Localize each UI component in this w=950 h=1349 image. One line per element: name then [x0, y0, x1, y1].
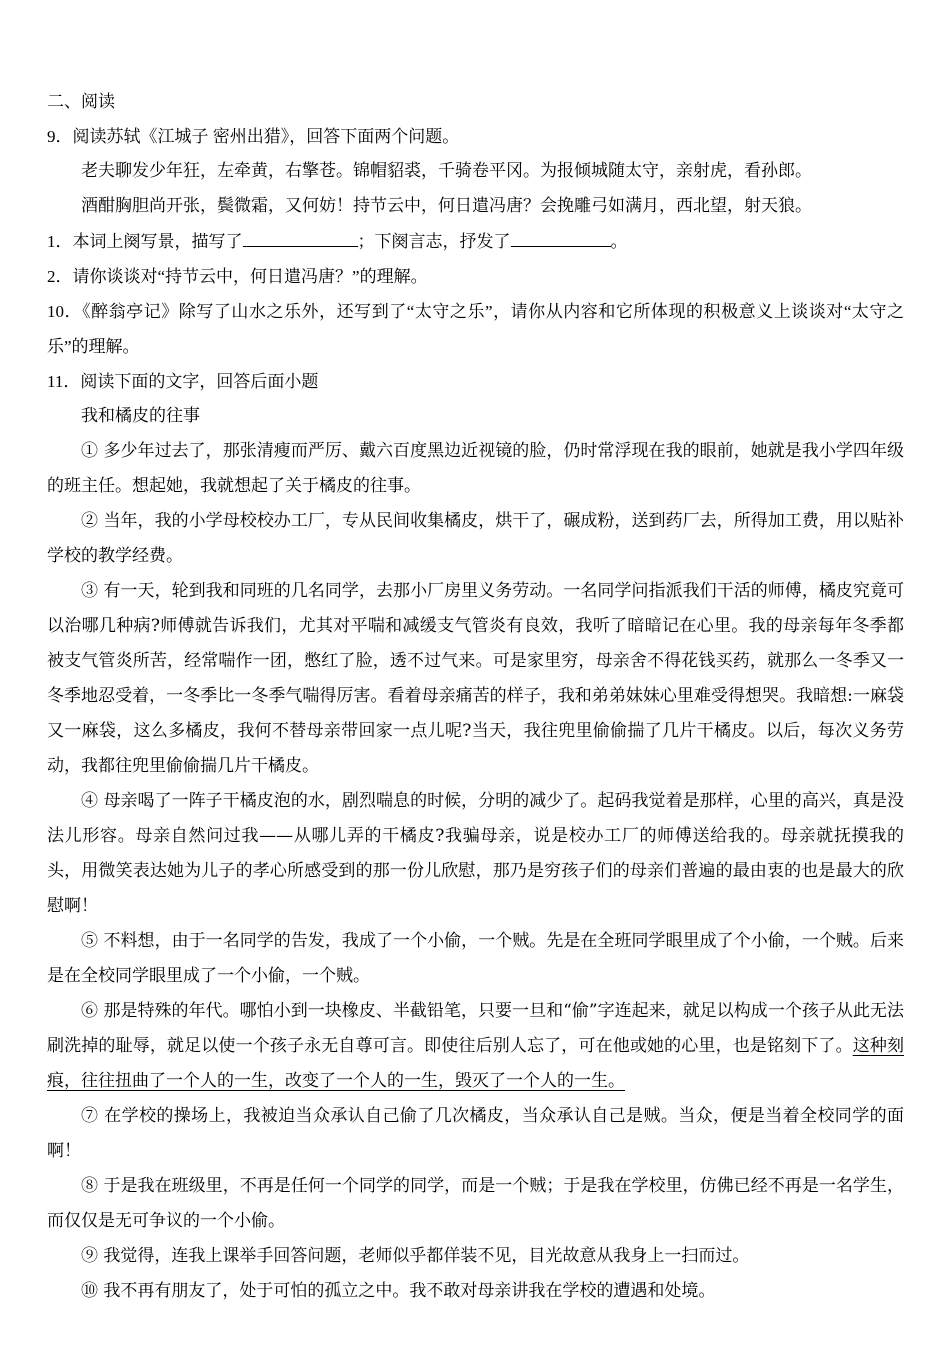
poem-line-1: 老夫聊发少年狂，左牵黄，右擎苍。锦帽貂裘，千骑卷平冈。为报倾城随太守，亲射虎，看孙郎。 — [81, 161, 812, 181]
passage-paragraph-3: ③ 有一天，轮到我和同班的几名同学，去那小厂房里义务劳动。一名同学问指派我们干活的师傅，橘皮究竟可以治哪几种病?师傅就告诉我们，尤其对平喘和减缓支气管炎有良效，我听了暗暗记在心里。我的母亲每年冬季都被支气管炎所苦，经常喘作一团，憋红了脸，透不过气来。可是家里穷，母亲舍不得花钱买药，就那么一冬季又一冬季地忍受着，一冬季比一冬季气喘得厉害。看着母亲痛苦的样子，我和弟弟妹妹心里难受得想哭。我暗想:一麻袋又一麻袋，这么多橘皮，我何不替母亲带回家一点儿呢?当天，我往兜里偷偷揣了几片干橘皮。以后，每次义务劳动，我都往兜里偷偷揣几片干橘皮。 — [47, 581, 904, 776]
question-9-sub-2: 2．请你谈谈对“持节云中，何日遣冯唐？”的理解。 — [47, 267, 428, 286]
underlined-sentence: 这种刻痕，往往扭曲了一个人的一生，改变了一个人的一生，毁灭了一个人的一生。 — [47, 1036, 905, 1091]
question-9-prompt: 9．阅读苏轼《江城子 密州出猎》，回答下面两个问题。 — [47, 127, 460, 146]
question-9-sub-1-text-a: 1．本词上阕写景，描写了 — [47, 232, 243, 251]
passage-paragraph-10: ⑩ 我不再有朋友了，处于可怕的孤立之中。我不敢对母亲讲我在学校的遭遇和处境。 — [81, 1281, 716, 1301]
question-9-sub-1-text-c: 。 — [610, 232, 628, 251]
section-header: 二、阅读 — [47, 92, 115, 111]
passage-paragraph-1: ① 多少年过去了，那张清瘦而严厉、戴六百度黑边近视镜的脸，仍时常浮现在我的眼前，她就是我小学四年级的班主任。想起她，我就想起了关于橘皮的往事。 — [47, 441, 904, 496]
fill-in-blank-2 — [511, 232, 611, 247]
passage-paragraph-8: ⑧ 于是我在班级里，不再是任何一个同学的同学，而是一个贼；于是我在学校里，仿佛已经不再是一名学生，而仅仅是无可争议的一个小偷。 — [47, 1176, 904, 1231]
passage-paragraph-6-normal-text: ⑥ 那是特殊的年代。哪怕小到一块橡皮、半截铅笔，只要一旦和“偷”字连起来，就足以构成一个孩子从此无法刷洗掉的耻辱，就足以使一个孩子永无自尊可言。即使往后别人忘了，可在他或她的心里，也是铭刻下了。 — [47, 1001, 904, 1056]
passage-title: 我和橘皮的往事 — [81, 406, 200, 426]
passage-paragraph-4: ④ 母亲喝了一阵子干橘皮泡的水，剧烈喘息的时候，分明的减少了。起码我觉着是那样，心里的高兴，真是没法儿形容。母亲自然问过我——从哪儿弄的干橘皮?我骗母亲，说是校办工厂的师傅送给我的。母亲就抚摸我的头，用微笑表达她为儿子的孝心所感受到的那一份儿欣慰，那乃是穷孩子们的母亲们普遍的最由衷的也是最大的欣慰啊！ — [47, 791, 904, 916]
question-9-sub-1-text-b: ；下阕言志，抒发了 — [357, 232, 511, 251]
passage-paragraph-9: ⑨ 我觉得，连我上课举手回答问题，老师似乎都佯装不见，目光故意从我身上一扫而过。 — [81, 1246, 750, 1266]
question-9-sub-1 — [47, 224, 904, 259]
passage-paragraph-6 — [47, 994, 904, 1099]
question-10-prompt: 10．《醉翁亭记》除写了山水之乐外，还写到了“太守之乐”，请你从内容和它所体现的积极意义上谈谈对“太守之乐”的理解。 — [47, 302, 904, 356]
fill-in-blank-1 — [243, 232, 358, 247]
passage-paragraph-5: ⑤ 不料想，由于一名同学的告发，我成了一个小偷，一个贼。先是在全班同学眼里成了个小偷，一个贼。后来是在全校同学眼里成了一个小偷，一个贼。 — [47, 931, 904, 986]
poem-line-2: 酒酣胸胆尚开张，鬓微霜，又何妨！持节云中，何日遣冯唐？会挽雕弓如满月，西北望，射天狼。 — [81, 196, 812, 216]
question-11-prompt: 11．阅读下面的文字，回答后面小题 — [47, 372, 319, 391]
passage-paragraph-2: ② 当年，我的小学母校校办工厂，专从民间收集橘皮，烘干了，碾成粉，送到药厂去，所得加工费，用以贴补学校的教学经费。 — [47, 511, 904, 566]
passage-paragraph-7: ⑦ 在学校的操场上，我被迫当众承认自己偷了几次橘皮，当众承认自己是贼。当众，便是当着全校同学的面啊！ — [47, 1106, 904, 1161]
